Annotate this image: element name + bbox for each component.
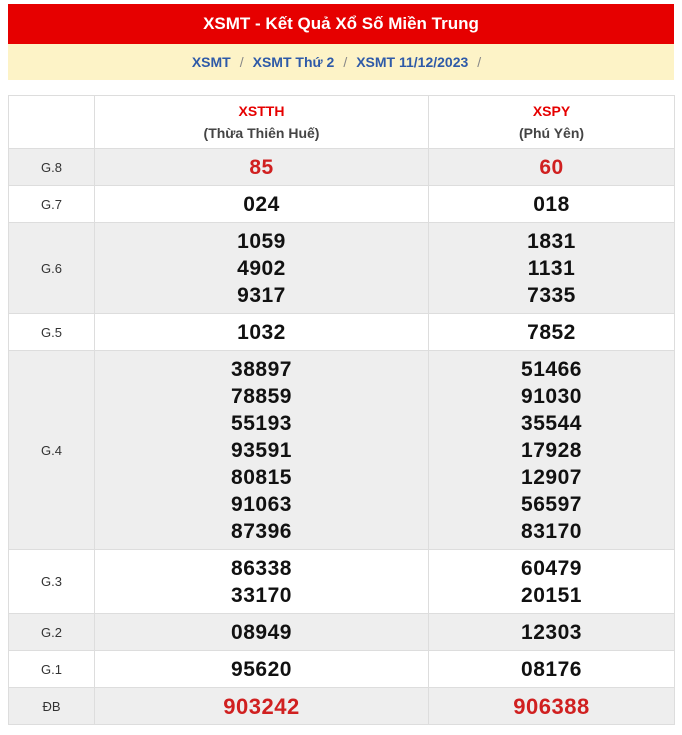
prize-cell <box>95 186 429 223</box>
page-title-text: XSMT - Kết Quả Xổ Số Miền Trung <box>203 14 479 33</box>
prize-number: 91030 <box>521 384 582 408</box>
prize-number: 1032 <box>237 320 286 344</box>
prize-row <box>9 314 675 351</box>
prize-cell <box>429 651 675 688</box>
prize-number: 60 <box>539 155 564 179</box>
prize-row <box>9 614 675 651</box>
prize-number: 85 <box>249 155 274 179</box>
prize-cell <box>95 550 429 614</box>
prize-number: 38897 <box>231 357 292 381</box>
prize-cell <box>429 550 675 614</box>
prize-row <box>9 186 675 223</box>
prize-cell <box>429 314 675 351</box>
prize-number: 7335 <box>527 283 576 307</box>
prize-label: G.6 <box>9 223 95 314</box>
breadcrumb-item-xsmt-thu-2[interactable]: XSMT Thứ 2 <box>252 54 335 70</box>
prize-number: 12303 <box>521 620 582 644</box>
prize-number: 83170 <box>521 519 582 543</box>
prize-label: G.7 <box>9 186 95 223</box>
prize-number: 12907 <box>521 465 582 489</box>
header-empty-cell <box>9 96 95 149</box>
prize-number: 78859 <box>231 384 292 408</box>
prize-row <box>9 651 675 688</box>
prize-cell <box>429 614 675 651</box>
prize-number: 906388 <box>513 693 590 719</box>
breadcrumb-separator: / <box>477 54 482 70</box>
prize-number: 4902 <box>237 256 286 280</box>
breadcrumb-separator: / <box>239 54 244 70</box>
prize-number: 20151 <box>521 583 582 607</box>
prize-cell <box>95 223 429 314</box>
prize-number: 33170 <box>231 583 292 607</box>
prize-cell <box>95 149 429 186</box>
prize-cell <box>95 651 429 688</box>
prize-number: 87396 <box>231 519 292 543</box>
prize-row <box>9 550 675 614</box>
breadcrumb-separator: / <box>343 54 348 70</box>
prize-number: 17928 <box>521 438 582 462</box>
breadcrumb-item-xsmt[interactable]: XSMT <box>191 54 231 70</box>
prize-number: 018 <box>533 192 570 216</box>
province-code[interactable]: XSPY <box>532 103 571 119</box>
page-title <box>8 4 674 44</box>
province-code[interactable]: XSTTH <box>238 103 285 119</box>
prize-number: 35544 <box>521 411 582 435</box>
prize-number: 86338 <box>231 556 292 580</box>
prize-label: G.5 <box>9 314 95 351</box>
prize-label: G.3 <box>9 550 95 614</box>
prize-number: 7852 <box>527 320 576 344</box>
prize-cell <box>429 688 675 725</box>
prize-row <box>9 688 675 725</box>
prize-number: 903242 <box>223 693 300 719</box>
breadcrumb-item-xsmt-date[interactable]: XSMT 11/12/2023 <box>356 54 469 70</box>
prize-row <box>9 351 675 550</box>
province-name: (Phú Yên) <box>518 125 585 141</box>
prize-number: 91063 <box>231 492 292 516</box>
prize-cell <box>429 223 675 314</box>
prize-number: 08949 <box>231 620 292 644</box>
results-header-row <box>9 96 675 149</box>
prize-number: 55193 <box>231 411 292 435</box>
prize-number: 56597 <box>521 492 582 516</box>
prize-number: 1831 <box>527 229 576 253</box>
prize-rows <box>9 149 675 725</box>
prize-number: 1131 <box>527 256 576 280</box>
prize-number: 1059 <box>237 229 286 253</box>
prize-number: 93591 <box>231 438 292 462</box>
prize-row <box>9 223 675 314</box>
prize-cell <box>429 149 675 186</box>
prize-row <box>9 149 675 186</box>
prize-number: 95620 <box>231 657 292 681</box>
results-table <box>8 95 675 725</box>
province-header-xstth[interactable] <box>95 96 429 149</box>
prize-number: 08176 <box>521 657 582 681</box>
prize-label: G.2 <box>9 614 95 651</box>
prize-number: 024 <box>243 192 280 216</box>
prize-number: 80815 <box>231 465 292 489</box>
prize-label: G.8 <box>9 149 95 186</box>
prize-number: 51466 <box>521 357 582 381</box>
breadcrumb <box>8 44 674 80</box>
province-header-xspy[interactable] <box>429 96 675 149</box>
prize-label: G.4 <box>9 351 95 550</box>
prize-label: ĐB <box>9 688 95 725</box>
prize-number: 60479 <box>521 556 582 580</box>
prize-label: G.1 <box>9 651 95 688</box>
prize-number: 9317 <box>237 283 286 307</box>
prize-cell <box>429 186 675 223</box>
prize-cell <box>95 614 429 651</box>
prize-cell <box>95 314 429 351</box>
province-name: (Thừa Thiên Huế) <box>203 125 320 141</box>
prize-cell <box>95 688 429 725</box>
prize-cell <box>429 351 675 550</box>
prize-cell <box>95 351 429 550</box>
